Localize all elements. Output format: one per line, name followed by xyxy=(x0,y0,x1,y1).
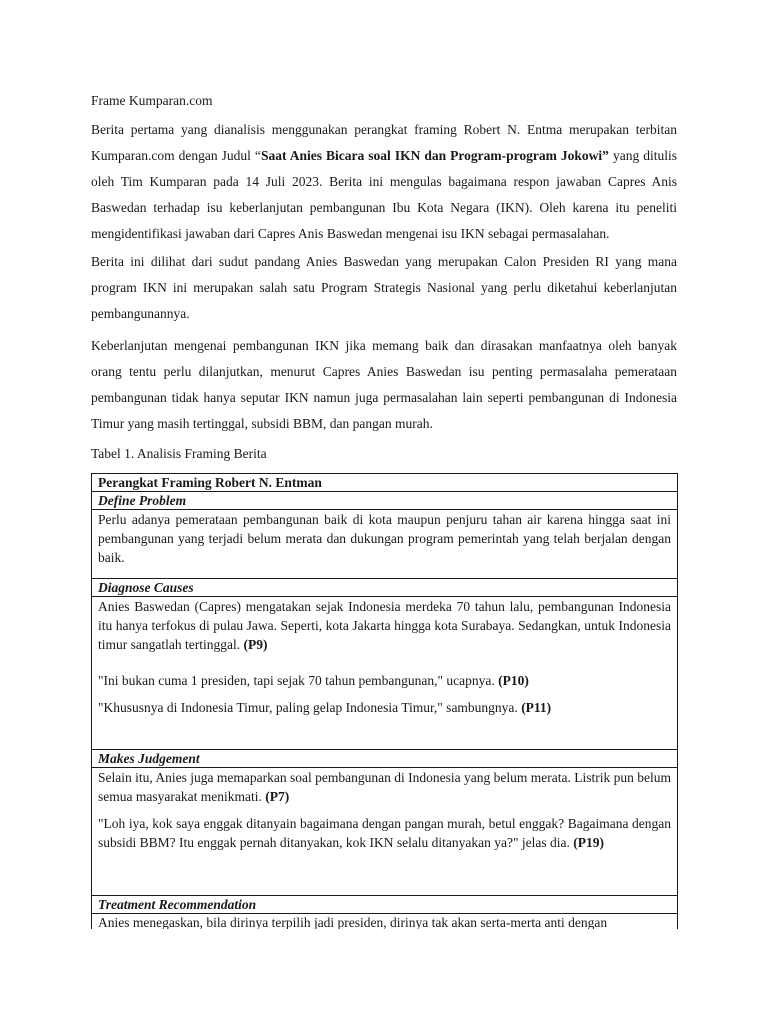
makes-judgement-text-2: "Loh iya, kok saya enggak ditanyain bagaimana dengan pangan murah, betul enggak? Bagaimana dengan subsidi BBM? Itu enggak pernah ditanyakan, kok IKN selalu ditanyakan ya?" jelas dia. xyxy=(98,816,671,850)
table-row xyxy=(92,597,678,750)
table-row xyxy=(92,768,678,896)
table-caption: Tabel 1. Analisis Framing Berita xyxy=(91,446,267,461)
define-problem-text: Perlu adanya pemerataan pembangunan baik di kota maupun penjuru tahan air karena hingga saat ini pembangunan yang terjadi belum merata dan dukungan program pemerintah yang telah berjalan dengan baik. xyxy=(98,512,671,565)
treatment-label: Treatment Recommendation xyxy=(92,896,678,914)
define-problem-cell xyxy=(92,510,678,579)
makes-judgement-text-1: Selain itu, Anies juga memaparkan soal pembangunan di Indonesia yang belum merata. Listrik pun belum semua masyarakat menikmati. xyxy=(98,770,671,804)
treatment-cell xyxy=(92,914,678,930)
article-title: Saat Anies Bicara soal IKN dan Program-program Jokowi” xyxy=(260,148,609,163)
makes-judgement-cell xyxy=(92,768,678,896)
diagnose-causes-p3 xyxy=(98,698,671,717)
table-header-row xyxy=(92,474,678,492)
table-clip xyxy=(91,473,680,929)
diagnose-causes-cell xyxy=(92,597,678,750)
diagnose-causes-label: Diagnose Causes xyxy=(92,579,678,597)
diagnose-causes-text-3: "Khususnya di Indonesia Timur, paling gelap Indonesia Timur," sambungnya. xyxy=(98,700,522,715)
treatment-text: Anies menegaskan, bila dirinya terpilih jadi presiden, dirinya tak akan serta-merta anti dengan xyxy=(98,915,608,929)
makes-judgement-p1 xyxy=(98,768,671,806)
makes-judgement-p2 xyxy=(98,814,671,852)
paragraph-code: (P19) xyxy=(573,835,605,850)
makes-judgement-label: Makes Judgement xyxy=(92,750,678,768)
diagnose-causes-p2 xyxy=(98,671,671,690)
paragraph-code: (P7) xyxy=(265,789,290,804)
diagnose-causes-text-1: Anies Baswedan (Capres) mengatakan sejak Indonesia merdeka 70 tahun lalu, pembangunan Indonesia itu hanya terfokus di pulau Jawa. Seperti, kota Jakarta hingga kota Surabaya. Sedangkan, untuk Indonesia timur sangatlah tertinggal. xyxy=(98,599,671,652)
table-row xyxy=(92,914,678,930)
diagnose-causes-text-2: "Ini bukan cuma 1 presiden, tapi sejak 70 tahun pembangunan," ucapnya. xyxy=(98,673,499,688)
paragraph-1-intro: Berita pertama yang dianalisis menggunakan perangkat framing Robert N. Entma merupakan terbitan Kumparan.com dengan Judul “ xyxy=(91,122,677,163)
paragraph-code: (P11) xyxy=(521,700,552,715)
paragraph-1-rest: yang ditulis oleh Tim Kumparan pada 14 Juli 2023. Berita ini mengulas bagaimana respon jawaban Capres Anis Baswedan terhadap isu keberlanjutan pembangunan Ibu Kota Negara (IKN). Oleh karena itu peneliti mengidentifikasi jawaban dari Capres Anis Baswedan mengenai isu IKN sebagai permasalahan. xyxy=(91,148,678,241)
paragraph-1 xyxy=(91,117,677,247)
paragraph-code: (P10) xyxy=(498,673,529,688)
table-row xyxy=(92,896,678,914)
table-row xyxy=(92,750,678,768)
define-problem-label: Define Problem xyxy=(92,492,678,510)
table-row xyxy=(92,492,678,510)
table-row xyxy=(92,510,678,579)
diagnose-causes-p1 xyxy=(98,597,671,654)
framing-table xyxy=(91,473,678,929)
paragraph-code: (P9) xyxy=(243,637,268,652)
table-header: Perangkat Framing Robert N. Entman xyxy=(92,474,678,492)
section-heading: Frame Kumparan.com xyxy=(91,93,213,108)
paragraph-3: Keberlanjutan mengenai pembangunan IKN jika memang baik dan dirasakan manfaatnya oleh banyak orang tentu perlu dilanjutkan, menurut Capres Anies Baswedan isu penting permasalaha pemerataan pembangunan tidak hanya seputar IKN namun juga permasalahan lain seperti pembangunan di Indonesia Timur yang masih tertinggal, subsidi BBM, dan pangan murah. xyxy=(91,338,677,431)
paragraph-2: Berita ini dilihat dari sudut pandang Anies Baswedan yang merupakan Calon Presiden RI yang mana program IKN ini merupakan salah satu Program Strategis Nasional yang perlu diketahui keberlanjutan pembangunannya. xyxy=(91,254,677,321)
table-row xyxy=(92,579,678,597)
